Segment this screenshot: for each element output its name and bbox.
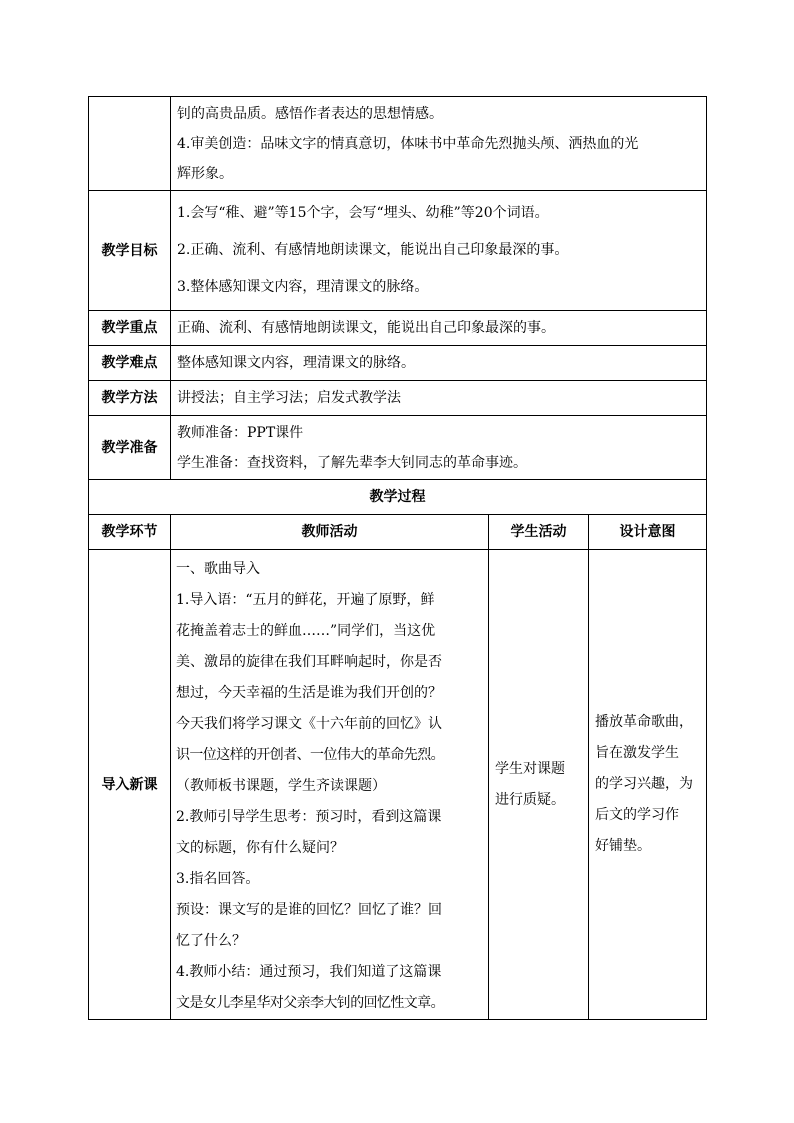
method-row [89,381,707,416]
teacher-activity-line: 预设：课文写的是谁的回忆？回忆了谁？回 [176,902,442,918]
header-teacher-activity: 教师活动 [171,515,489,550]
teacher-activity-line: 1.导入语：“五月的鲜花，开遍了原野，鲜 [176,592,435,608]
goals-content [171,191,707,311]
goal-item: 3.整体感知课文内容，理清课文的脉络。 [177,279,429,295]
literacy-label-cell [89,97,171,191]
goals-label: 教学目标 [89,191,171,311]
teacher-activity-line: （教师板书课题，学生齐读课题） [176,778,386,794]
design-intent-line: 后文的学习作 [595,807,679,823]
teacher-activity-line: 3.指名回答。 [176,871,260,887]
process-title: 教学过程 [89,480,707,515]
teacher-activity-line: 识一位这样的开创者、一位伟大的革命先烈。 [176,747,444,763]
student-activity-cell [489,550,589,1020]
design-intent-line: 的学习兴趣，为 [595,776,693,792]
teacher-activity-line: 今天我们将学习课文《十六年前的回忆》认 [176,716,442,732]
process-header-row [89,515,707,550]
teacher-activity-line: 一、歌曲导入 [176,561,260,577]
difficulty-content: 整体感知课文内容，理清课文的脉络。 [171,346,707,381]
stage-label: 导入新课 [89,550,171,1020]
literacy-line: 钊的高贵品质。感悟作者表达的思想情感。 [177,105,443,122]
prep-content [171,416,707,480]
header-stage: 教学环节 [89,515,171,550]
teacher-activity-line: 忆了什么？ [176,933,246,949]
student-activity-line: 学生对课题 [495,760,565,777]
teacher-activity-line: 想过，今天幸福的生活是谁为我们开创的？ [176,685,442,701]
goal-item: 2.正确、流利、有感情地朗读课文，能说出自己印象最深的事。 [177,242,569,258]
student-activity-line: 进行质疑。 [495,791,565,808]
method-content: 讲授法；自主学习法；启发式教学法 [171,381,707,416]
literacy-line: 4.审美创造：品味文字的情真意切，体味书中革命先烈抛头颅、洒热血的光 [177,135,639,152]
teacher-activity-cell [171,550,489,1020]
header-student-activity: 学生活动 [489,515,589,550]
teacher-activity-line: 4.教师小结：通过预习，我们知道了这篇课 [176,964,442,980]
difficulty-row [89,346,707,381]
lesson-plan-table [88,96,707,1020]
teacher-activity-line: 美、激昂的旋律在我们耳畔响起时，你是否 [176,654,442,670]
focus-content: 正确、流利、有感情地朗读课文，能说出自己印象最深的事。 [171,311,707,346]
goals-row [89,191,707,311]
design-intent-line: 好铺垫。 [595,838,651,854]
difficulty-label: 教学难点 [89,346,171,381]
prep-label: 教学准备 [89,416,171,480]
prep-row [89,416,707,480]
teacher-activity-line: 2.教师引导学生思考：预习时，看到这篇课 [176,809,442,825]
literacy-continuation-row [89,97,707,191]
literacy-content-cell [171,97,707,191]
lesson-plan-page [88,96,706,1020]
focus-row [89,311,707,346]
literacy-line: 辉形象。 [177,165,233,182]
header-design-intent: 设计意图 [589,515,707,550]
design-intent-line: 旨在激发学生 [595,745,679,761]
process-title-row [89,480,707,515]
prep-student: 学生准备：查找资料，了解先辈李大钊同志的革命事迹。 [177,454,527,471]
prep-teacher: 教师准备：PPT课件 [177,424,304,441]
teacher-activity-line: 花掩盖着志士的鲜血……”同学们，当这优 [176,623,436,639]
teacher-activity-line: 文的标题，你有什么疑问？ [176,840,344,856]
intro-stage-row [89,550,707,1020]
focus-label: 教学重点 [89,311,171,346]
teacher-activity-line: 文是女儿李星华对父亲李大钊的回忆性文章。 [176,995,444,1011]
design-intent-line: 播放革命歌曲， [595,714,693,730]
design-intent-cell [589,550,707,1020]
method-label: 教学方法 [89,381,171,416]
goal-item: 1.会写“稚、避”等15个字，会写“埋头、幼稚”等20个词语。 [177,205,549,221]
